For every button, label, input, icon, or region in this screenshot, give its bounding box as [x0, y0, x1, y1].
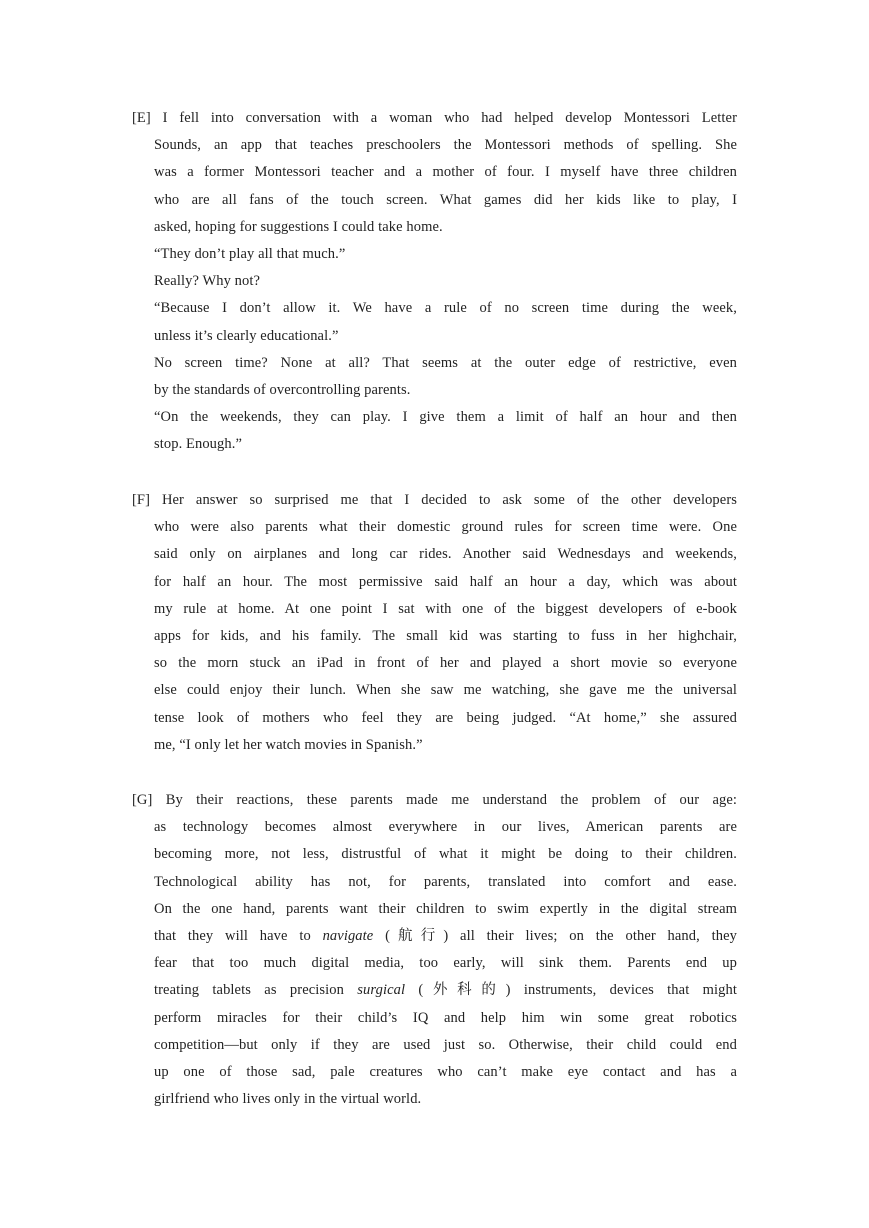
paragraph-line: as technology becomes almost everywhere in our lives, American parents are	[154, 819, 737, 836]
dialogue-line: stop. Enough.”	[154, 436, 242, 453]
paragraph-line: perform miracles for their child’s IQ and help him win some great robotics	[154, 1009, 737, 1026]
paragraph-f	[132, 487, 737, 759]
paragraph-line: Technological ability has not, for parents, translated into comfort and ease.	[154, 873, 737, 890]
paragraph-line: Sounds, an app that teaches preschoolers the Montessori methods of spelling. She	[154, 137, 737, 154]
paragraph-line: becoming more, not less, distrustful of what it might be doing to their children.	[154, 846, 737, 863]
paragraph-line: else could enjoy their lunch. When she saw me watching, she gave me the universal	[154, 682, 737, 699]
paragraph-e	[132, 105, 737, 458]
paragraph-line-with-italic	[132, 977, 737, 1004]
paragraph-line: apps for kids, and his family. The small kid was starting to fuss in her highchair,	[154, 627, 737, 644]
paragraph-line: up one of those sad, pale creatures who can’t make eye contact and has a	[154, 1063, 737, 1080]
italic-term-surgical: surgical	[357, 982, 406, 999]
paragraph-line: me, “I only let her watch movies in Spanish.”	[154, 736, 423, 753]
paragraph-line: [E] I fell into conversation with a woman who had helped develop Montessori Letter	[132, 110, 737, 126]
dialogue-line: “On the weekends, they can play. I give them a limit of half an hour and then	[154, 409, 737, 426]
paragraph-line: [F] Her answer so surprised me that I decided to ask some of the other developers	[132, 492, 737, 508]
dialogue-line: unless it’s clearly educational.”	[154, 327, 339, 344]
paragraph-line-with-italic	[132, 923, 737, 950]
paragraph-line: my rule at home. At one point I sat with one of the biggest developers of e-book	[154, 600, 737, 617]
paragraph-g	[132, 787, 737, 1113]
paragraph-line: said only on airplanes and long car rides. Another said Wednesdays and weekends,	[154, 546, 737, 563]
paragraph-line: by the standards of overcontrolling parents.	[154, 381, 411, 398]
paragraph-line: [G] By their reactions, these parents made me understand the problem of our age:	[132, 792, 737, 808]
dialogue-line: “They don’t play all that much.”	[154, 245, 346, 262]
paragraph-line: for half an hour. The most permissive said half an hour a day, which was about	[154, 573, 737, 590]
paragraph-line: No screen time? None at all? That seems at the outer edge of restrictive, even	[154, 354, 737, 371]
line-text-before: that they will have to	[154, 927, 323, 944]
paragraph-line: girlfriend who lives only in the virtual world.	[154, 1091, 422, 1108]
line-text-before: treating tablets as precision	[154, 982, 358, 999]
dialogue-line: “Because I don’t allow it. We have a rule of no screen time during the week,	[154, 300, 737, 317]
paragraph-line: who were also parents what their domestic ground rules for screen time were. One	[154, 519, 737, 536]
paragraph-line: tense look of mothers who feel they are being judged. “At home,” she assured	[154, 709, 737, 726]
paragraph-line: so the morn stuck an iPad in front of her and played a short movie so everyone	[154, 655, 737, 672]
paragraph-line: asked, hoping for suggestions I could take home.	[154, 218, 443, 235]
paragraph-line: On the one hand, parents want their children to swim expertly in the digital stream	[154, 900, 737, 917]
italic-term-navigate: navigate	[322, 927, 374, 944]
dialogue-line: Really? Why not?	[154, 273, 261, 290]
paragraph-line: was a former Montessori teacher and a mother of four. I myself have three children	[154, 164, 737, 181]
line-text-after: (航行) all their lives; on the other hand, they	[373, 927, 737, 944]
line-text-after: (外科的) instruments, devices that might	[405, 982, 737, 999]
paragraph-line: competition—but only if they are used just so. Otherwise, their child could end	[154, 1036, 737, 1053]
paragraph-line: who are all fans of the touch screen. What games did her kids like to play, I	[154, 191, 737, 208]
paragraph-line: fear that too much digital media, too early, will sink them. Parents end up	[154, 955, 737, 972]
